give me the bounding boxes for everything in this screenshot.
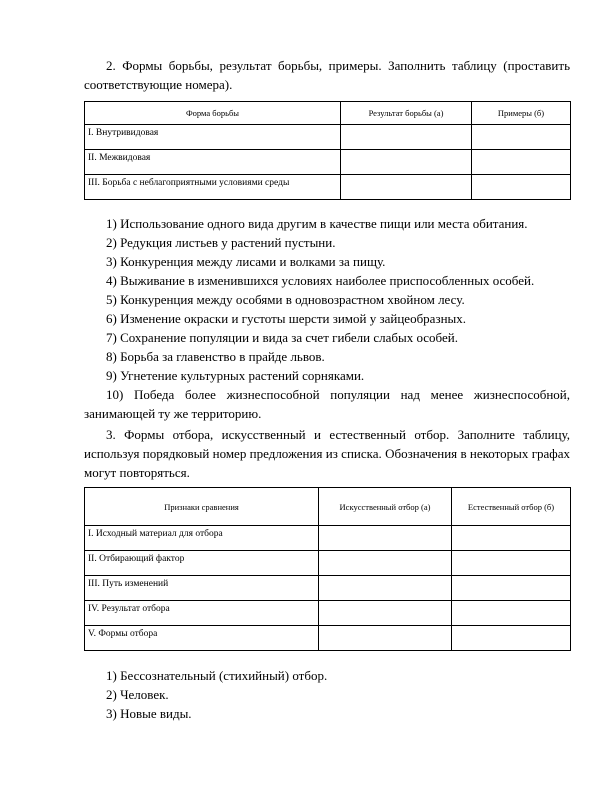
answer-cell-b[interactable] [452, 576, 571, 601]
list-item-wrap [84, 385, 570, 423]
answer-cell-b[interactable] [452, 626, 571, 651]
answer-cell-a[interactable] [319, 626, 452, 651]
answer-cell-b[interactable] [472, 150, 571, 175]
answer-cell-a[interactable] [341, 175, 472, 200]
list-item: 5) Конкуренция между особями в одновозрастном хвойном лесу. [106, 292, 465, 307]
list-item: 2) Редукция листьев у растений пустыни. [106, 235, 336, 250]
row-label: II. Межвидовая [85, 150, 341, 175]
table-row [85, 576, 571, 601]
table-row [85, 125, 571, 150]
task3-intro: 3. Формы отбора, искусственный и естественный отбор. Заполните таблицу, используя порядковый номер предложения из списка. Обозначения в некоторых графах могут повторяться. [84, 427, 570, 480]
answer-cell-b[interactable] [472, 125, 571, 150]
list-item: 8) Борьба за главенство в прайде львов. [106, 349, 325, 364]
answer-cell-a[interactable] [341, 125, 472, 150]
list-item: 1) Бессознательный (стихийный) отбор. [106, 668, 328, 683]
column-header: Примеры (б) [472, 102, 571, 125]
task2-intro: 2. Формы борьбы, результат борьбы, примеры. Заполнить таблицу (проставить соответствующие номера). [84, 58, 570, 92]
row-label: I. Внутривидовая [85, 125, 341, 150]
column-header: Признаки сравнения [85, 488, 319, 526]
table-header-row [85, 102, 571, 125]
column-header: Форма борьбы [85, 102, 341, 125]
column-header: Естественный отбор (б) [452, 488, 571, 526]
answer-cell-b[interactable] [452, 601, 571, 626]
column-header: Результат борьбы (а) [341, 102, 472, 125]
table-row [85, 551, 571, 576]
list-item: 2) Человек. [106, 687, 169, 702]
answer-cell-b[interactable] [452, 551, 571, 576]
row-label: II. Отбирающий фактор [85, 551, 319, 576]
list-item: 9) Угнетение культурных растений сорняками. [106, 368, 365, 383]
table-row [85, 175, 571, 200]
answer-cell-a[interactable] [319, 551, 452, 576]
list-item: 4) Выживание в изменившихся условиях наиболее приспособленных особей. [106, 273, 535, 288]
task3-list [84, 666, 570, 723]
task2-list [84, 214, 570, 423]
struggle-forms-table [84, 101, 571, 200]
column-header: Искусственный отбор (а) [319, 488, 452, 526]
list-item: 10) Победа более жизнеспособной популяции над менее жизнеспособной, занимающей ту же территорию. [84, 387, 570, 421]
row-label: III. Борьба с неблагоприятными условиями среды [85, 175, 341, 200]
answer-cell-b[interactable] [452, 526, 571, 551]
answer-cell-a[interactable] [341, 150, 472, 175]
selection-forms-table [84, 487, 571, 651]
table-row [85, 626, 571, 651]
list-item: 6) Изменение окраски и густоты шерсти зимой у зайцеобразных. [106, 311, 467, 326]
answer-cell-a[interactable] [319, 576, 452, 601]
row-label: III. Путь изменений [85, 576, 319, 601]
list-item: 7) Сохранение популяции и вида за счет гибели слабых особей. [106, 330, 458, 345]
table-header-row [85, 488, 571, 526]
row-label: I. Исходный материал для отбора [85, 526, 319, 551]
answer-cell-a[interactable] [319, 526, 452, 551]
list-item: 1) Использование одного вида другим в качестве пищи или места обитания. [106, 216, 528, 231]
answer-cell-a[interactable] [319, 601, 452, 626]
list-item: 3) Конкуренция между лисами и волками за пищу. [106, 254, 386, 269]
table-row [85, 601, 571, 626]
table-row [85, 526, 571, 551]
answer-cell-b[interactable] [472, 175, 571, 200]
row-label: IV. Результат отбора [85, 601, 319, 626]
list-item: 3) Новые виды. [106, 706, 192, 721]
row-label: V. Формы отбора [85, 626, 319, 651]
table-row [85, 150, 571, 175]
